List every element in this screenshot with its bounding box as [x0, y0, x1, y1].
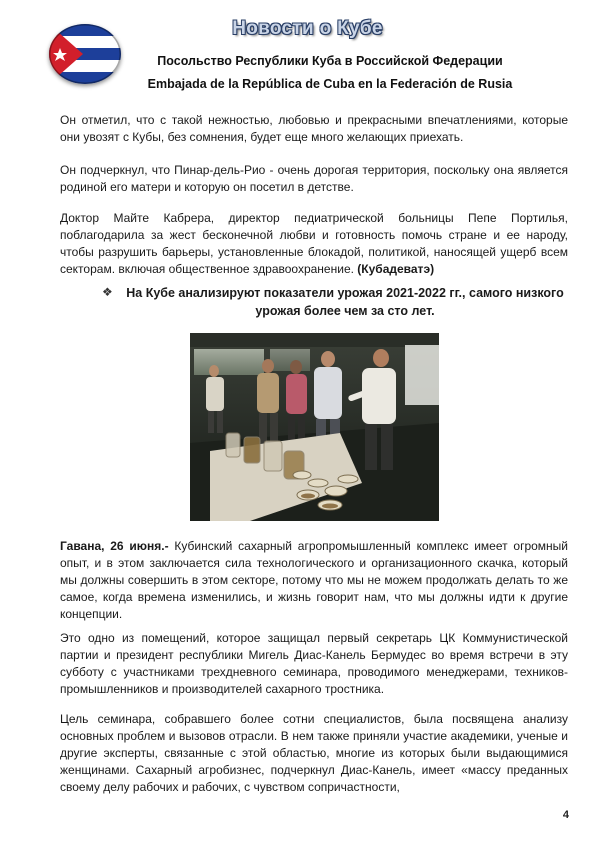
paragraph-6: Цель семинара, собравшего более сотни специалистов, была посвящена анализу основных проблем и вызовов отрасли. В нем также приняли участие академики, ученые и другие эксперты, связанные с этой областью, многие из которых были выдающимися женщинами. Сахарный агробизнес, подчеркнул Диас-Канель, имеет «массу преданных своему делу рабочих и рабочих, с чувством сопричастности,: [60, 712, 568, 794]
source-credit: (Кубадеватэ): [357, 262, 435, 276]
paragraph-4-text: Кубинский сахарный агропромышленный комплекс имеет огромный опыт, и в этом заключается сила технологического и организационного скачка, который мы должны совершить в этом секторе, потому что мы не можем продолжать делать то же самое, когда времена изменились, и жизнь говорит нам, что мы должны идти к другие концепции.: [60, 539, 569, 621]
embassy-name-ru: Посольство Республики Куба в Российской Федерации: [157, 54, 503, 68]
headline-text: На Кубе анализируют показатели урожая 2021-2022 гг., самого низкого урожая более чем за сто лет.: [126, 286, 564, 318]
dateline: Гавана, 26 июня.-: [60, 539, 169, 553]
paragraph-3: [60, 210, 568, 278]
newsletter-title: Новости о Кубе: [232, 18, 383, 39]
page-number: 4: [562, 809, 569, 821]
paragraph-3-text: Доктор Майте Кабрера, директор педиатрической больницы Пепе Портилья, поблагодарила за жест бесконечной любви и готовность помочь стране и ее народу, чтобы разрушить барьеры, установленные блокадой, политикой, наносящей ущерб всем секторам. включая общественное здравоохранение.: [60, 211, 568, 276]
embassy-name-es: Embajada de la República de Cuba en la Federación de Rusia: [147, 77, 513, 91]
diamond-bullet-icon: ❖: [102, 285, 113, 299]
article-photo: [190, 333, 439, 521]
paragraph-1: Он отметил, что с такой нежностью, любовью и прекрасными впечатлениями, которые они увозят с Кубы, без сомнения, будет еще много желающих приехать.: [60, 113, 568, 144]
paragraph-5: Это одно из помещений, которое защищал первый секретарь ЦК Коммунистической партии и президент республики Мигель Диас-Канель Бермудес во время встречи в эту субботу с участниками трехдневного семинара, проводимого менеджерами, техников-промышленников и производителей сахарного тростника.: [60, 631, 568, 696]
paragraph-4: [60, 538, 568, 623]
article-headline: [102, 284, 570, 320]
paragraph-2: Он подчеркнул, что Пинар-дель-Рио - очень дорогая территория, поскольку она является родиной его матери и которую он посетил в детстве.: [60, 163, 568, 194]
